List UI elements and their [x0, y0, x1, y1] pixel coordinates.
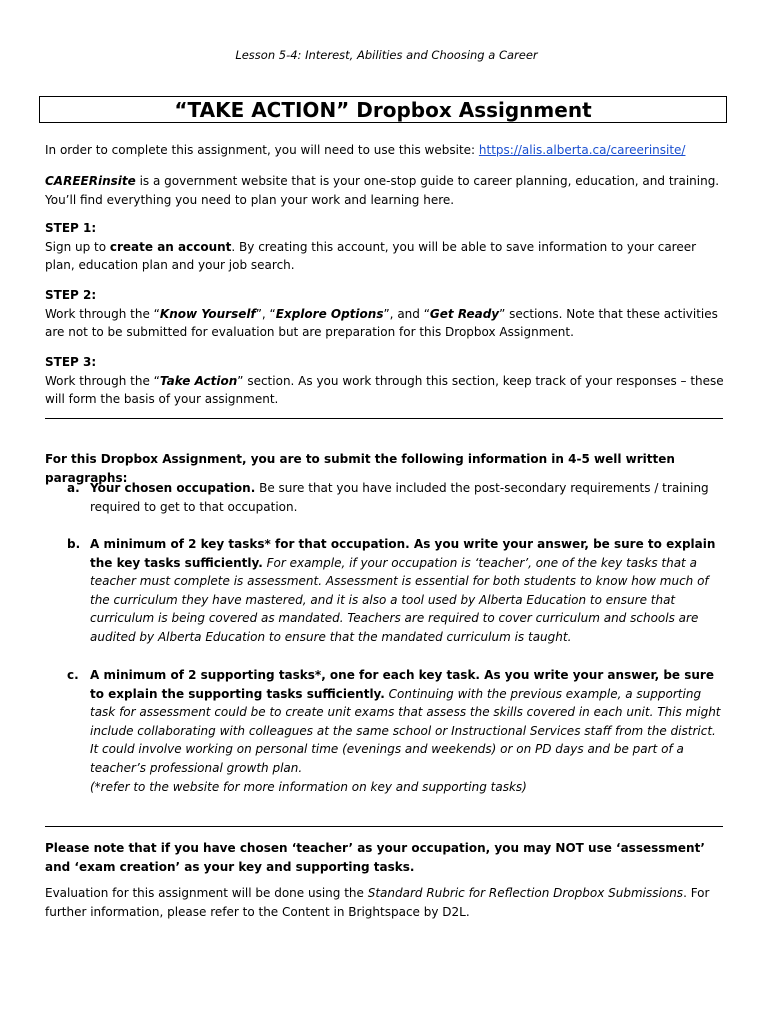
explore-options-label: Explore Options [275, 306, 384, 321]
list-marker-a: a. [67, 481, 80, 495]
divider [45, 418, 723, 419]
rubric-name: Standard Rubric for Reflection Dropbox Submissions [367, 886, 684, 900]
get-ready-label: Get Ready [429, 306, 500, 321]
step-3 [45, 353, 725, 409]
step-2-sep-1: ”, “ [255, 306, 276, 321]
intro-paragraph [45, 141, 725, 160]
item-a-bold: Your chosen occupation. [90, 481, 256, 495]
evaluation-paragraph [45, 884, 725, 921]
step-1-emphasis: create an account [109, 239, 232, 254]
step-1-text: Sign up to [45, 239, 110, 254]
item-b-example: For example, if your occupation is ‘teacher’, one of the key tasks that a teacher must complete is assessment. Assessment is essential for both students to know how much of the curriculum they have mastered, and it is also a tool used by Alberta Education to ensure that curriculum is being covered as mandated. Teachers are required to cover curriculum and schools are audited by Alberta Education to ensure that the mandated curriculum is taught. [90, 555, 709, 644]
footnote-text: (*refer to the website for more information on key and supporting tasks) [90, 780, 527, 794]
step-2-text: Work through the “ [45, 306, 160, 321]
evaluation-text: Evaluation for this assignment will be done using the [45, 886, 368, 900]
careerinsite-description: is a government website that is your one-stop guide to career planning, education, and training. You’ll find everything you need to plan your work and learning here. [45, 174, 720, 207]
step-1 [45, 219, 725, 275]
list-marker-c: c. [67, 668, 79, 682]
lesson-header: Lesson 5-4: Interest, Abilities and Choosing a Career [235, 48, 538, 62]
careerinsite-paragraph [45, 172, 725, 209]
teacher-note-text: Please note that if you have chosen ‘teacher’ as your occupation, you may NOT use ‘assessment’ and ‘exam creation’ as your key and supporting tasks. [45, 841, 705, 874]
careerinsite-link[interactable]: https://alis.alberta.ca/careerinsite/ [478, 143, 686, 157]
item-b-bold: A minimum of 2 key tasks* for that occupation. As you write your answer, be sure to explain the key tasks sufficiently. [90, 537, 716, 570]
know-yourself-label: Know Yourself [159, 306, 256, 321]
instructions-text: For this Dropbox Assignment, you are to submit the following information in 4-5 well written paragraphs: [45, 452, 675, 485]
step-1-heading: STEP 1: [45, 221, 97, 235]
step-2-text-rest: ” sections. Note that these activities are not to be submitted for evaluation but are preparation for this Dropbox Assignment. [45, 306, 718, 339]
item-c-bold: A minimum of 2 supporting tasks*, one for each key task. As you write your answer, be sure to explain the supporting tasks sufficiently. [90, 668, 714, 701]
item-c-example: Continuing with the previous example, a supporting task for assessment could be to create unit exams that assess the skills covered in each unit. This might include collaborating with colleagues at the same school or Instructional Services staff from the district. It could involve working on personal time (evenings and weekends) or on PD days and be part of a teacher’s professional growth plan. [90, 686, 721, 775]
intro-text: In order to complete this assignment, you will need to use this website: [45, 143, 479, 157]
list-marker-b: b. [67, 537, 81, 551]
step-3-heading: STEP 3: [45, 355, 97, 369]
step-2-heading: STEP 2: [45, 288, 97, 302]
item-a-text: Be sure that you have included the post-secondary requirements / training required to get to that occupation. [90, 481, 709, 514]
step-2 [45, 286, 725, 342]
assignment-title: “TAKE ACTION” Dropbox Assignment [39, 96, 727, 123]
step-2-sep-2: ”, and “ [383, 306, 430, 321]
careerinsite-name: CAREERinsite [45, 174, 136, 188]
teacher-note [45, 839, 725, 876]
take-action-label: Take Action [159, 373, 238, 388]
evaluation-text-rest: . For further information, please refer to the Content in Brightspace by D2L. [45, 886, 710, 919]
step-1-text-rest: . By creating this account, you will be able to save information to your career plan, education plan and your job search. [45, 239, 697, 272]
step-3-text: Work through the “ [45, 373, 160, 388]
divider [45, 826, 723, 827]
step-3-text-rest: ” section. As you work through this section, keep track of your responses – these will form the basis of your assignment. [45, 373, 724, 406]
